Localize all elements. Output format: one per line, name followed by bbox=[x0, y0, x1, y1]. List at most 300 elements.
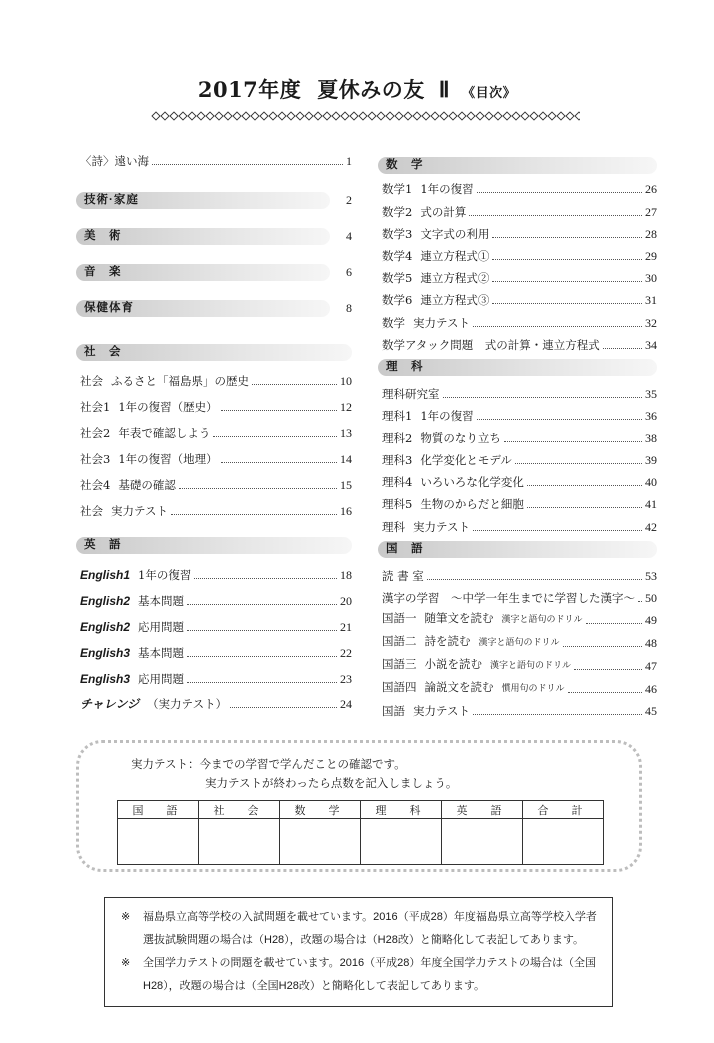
toc-entry-number: 数学6 bbox=[382, 293, 413, 307]
toc-entry-title bbox=[382, 336, 600, 354]
toc-entry-drill: 漢字と語句のドリル bbox=[501, 615, 583, 625]
toc-entry bbox=[80, 592, 352, 610]
toc-entry-number: 社会4 bbox=[80, 478, 111, 492]
page-number: 15 bbox=[340, 478, 352, 492]
diamond-ornament bbox=[197, 112, 205, 120]
diamond-ornament bbox=[251, 112, 259, 120]
dot-leader bbox=[473, 713, 642, 715]
page-number: 13 bbox=[340, 426, 352, 440]
toc-entry-text: 連立方程式① bbox=[420, 249, 490, 263]
toc-entry bbox=[80, 424, 352, 442]
notes-box bbox=[104, 897, 613, 1007]
toc-entry-text: 生物のからだと細胞 bbox=[420, 497, 524, 511]
dot-leader bbox=[179, 487, 337, 489]
dot-leader bbox=[230, 706, 337, 708]
diamond-ornament bbox=[188, 112, 196, 120]
toc-entry bbox=[382, 225, 657, 243]
toc-entry-number: 国語一 bbox=[382, 611, 417, 625]
score-col-shakai: 社 会 bbox=[199, 801, 280, 819]
toc-entry-title bbox=[80, 644, 184, 662]
section-label: 保健体育 bbox=[84, 302, 134, 314]
toc-entry-text: いろいろな化学変化 bbox=[420, 475, 524, 489]
toc-entry-unit: チャレンジ bbox=[80, 697, 140, 711]
toc-entry-drill: 漢字と語句のドリル bbox=[478, 638, 560, 648]
diamond-ornament bbox=[575, 112, 580, 120]
section-bar bbox=[76, 300, 330, 317]
toc-entry bbox=[80, 644, 352, 662]
page-number: 39 bbox=[645, 453, 657, 467]
dot-leader bbox=[473, 325, 642, 327]
toc-entry bbox=[382, 203, 657, 221]
page-number: 28 bbox=[645, 227, 657, 241]
page-number: 2 bbox=[346, 193, 352, 207]
page-number: 24 bbox=[340, 697, 352, 711]
toc-entry bbox=[382, 407, 657, 425]
section-label: 数 学 bbox=[386, 159, 424, 171]
toc-entry bbox=[80, 372, 352, 390]
toc-entry-title bbox=[382, 269, 489, 287]
toc-entry-number: 国語 bbox=[382, 704, 405, 718]
page-number: 50 bbox=[645, 591, 657, 605]
dot-leader bbox=[187, 629, 337, 631]
score-instructions-line1: 実力テスト：今までの学習で学んだことの確認です。 bbox=[131, 757, 406, 771]
toc-entry-text: 小説を読む bbox=[424, 657, 482, 671]
page-number: 49 bbox=[645, 613, 657, 627]
toc-entry-number: 理科2 bbox=[382, 431, 413, 445]
page-number: 4 bbox=[346, 229, 352, 243]
toc-entry-text: 随筆文を読む bbox=[424, 611, 494, 625]
diamond-ornament bbox=[539, 112, 547, 120]
diamond-ornament bbox=[395, 112, 403, 120]
dot-leader bbox=[574, 668, 642, 670]
diamond-ornament bbox=[224, 112, 232, 120]
toc-entry-text: 式の計算 bbox=[420, 205, 467, 219]
diamond-ornament bbox=[467, 112, 475, 120]
toc-entry bbox=[80, 398, 352, 416]
dot-leader bbox=[527, 484, 642, 486]
dot-leader bbox=[515, 462, 642, 464]
toc-entry-number: 理科1 bbox=[382, 409, 413, 423]
toc-entry-text: 応用問題 bbox=[138, 620, 185, 634]
dot-leader bbox=[477, 191, 642, 193]
dot-leader bbox=[563, 645, 642, 647]
toc-entry-title bbox=[80, 566, 191, 584]
page-number: 21 bbox=[340, 620, 352, 634]
page-number: 41 bbox=[645, 497, 657, 511]
score-cell-rika[interactable] bbox=[361, 819, 442, 865]
page-number: 30 bbox=[645, 271, 657, 285]
dot-leader bbox=[638, 600, 642, 602]
toc-entry-title bbox=[382, 291, 489, 309]
toc-entry-text: 基本問題 bbox=[138, 594, 185, 608]
toc-entry-text: 読 書 室 bbox=[382, 569, 424, 583]
page-number: 48 bbox=[645, 636, 657, 650]
title-year: 2017年度 bbox=[197, 77, 302, 102]
dot-leader bbox=[568, 691, 642, 693]
toc-entry-title bbox=[80, 476, 176, 494]
score-col-sugaku: 数 学 bbox=[280, 801, 361, 819]
score-col-total: 合 計 bbox=[523, 801, 604, 819]
toc-entry-text: 1年の復習（歴史） bbox=[118, 400, 218, 414]
diamond-ornament bbox=[233, 112, 241, 120]
toc-entry-number: 数学5 bbox=[382, 271, 413, 285]
toc-entry-text: 〈詩〉遠い海 bbox=[80, 154, 149, 168]
toc-entry-number: 数学4 bbox=[382, 249, 413, 263]
toc-entry bbox=[382, 269, 657, 287]
note-item bbox=[121, 906, 598, 952]
toc-entry-title bbox=[80, 670, 184, 688]
toc-entry-text: 実力テスト bbox=[111, 504, 169, 518]
toc-entry-text: 連立方程式② bbox=[420, 271, 490, 285]
section-entry bbox=[76, 264, 352, 281]
toc-entry bbox=[80, 566, 352, 584]
toc-entry-title bbox=[382, 180, 474, 198]
section-label: 国 語 bbox=[386, 543, 424, 555]
toc-entry bbox=[382, 680, 657, 698]
score-cell-eigo[interactable] bbox=[442, 819, 523, 865]
toc-entry-title bbox=[80, 592, 184, 610]
score-cell-total[interactable] bbox=[523, 819, 604, 865]
dot-leader bbox=[586, 622, 642, 624]
page-number: 22 bbox=[340, 646, 352, 660]
toc-entry bbox=[80, 450, 352, 468]
dot-leader bbox=[477, 418, 642, 420]
toc-entry-title bbox=[80, 695, 227, 713]
toc-entry-title bbox=[382, 225, 489, 243]
dot-leader bbox=[603, 347, 642, 349]
toc-entry-title bbox=[382, 429, 501, 447]
dot-leader bbox=[221, 409, 337, 411]
diamond-ornament bbox=[368, 112, 376, 120]
toc-entry-text: 実力テスト bbox=[413, 520, 471, 534]
section-bar bbox=[76, 264, 330, 281]
section-entry bbox=[76, 228, 352, 245]
dot-leader bbox=[187, 603, 337, 605]
toc-entry-title bbox=[80, 424, 210, 442]
toc-entry bbox=[382, 473, 657, 491]
page-header bbox=[0, 74, 714, 104]
dot-leader bbox=[492, 280, 642, 282]
diamond-ornament bbox=[305, 112, 313, 120]
score-cell-shakai[interactable] bbox=[199, 819, 280, 865]
page-number: 53 bbox=[645, 569, 657, 583]
toc-entry bbox=[382, 180, 657, 198]
toc-entry-title bbox=[382, 655, 571, 675]
diamond-ornament bbox=[530, 112, 538, 120]
toc-entry-text: 基本問題 bbox=[138, 646, 185, 660]
diamond-ornament bbox=[323, 112, 331, 120]
page-number: 35 bbox=[645, 387, 657, 401]
diamond-ornament bbox=[440, 112, 448, 120]
section-entry bbox=[76, 300, 352, 317]
toc-entry-number: 数学 bbox=[382, 316, 405, 330]
toc-entry bbox=[382, 495, 657, 513]
toc-entry bbox=[382, 518, 657, 536]
page-number: 40 bbox=[645, 475, 657, 489]
toc-entry-text: 論説文を読む bbox=[424, 680, 494, 694]
toc-entry-title bbox=[80, 450, 218, 468]
toc-entry-title bbox=[382, 247, 489, 265]
section-label: 音 楽 bbox=[84, 266, 122, 278]
toc-entry-number: 理科3 bbox=[382, 453, 413, 467]
diamond-ornament bbox=[494, 112, 502, 120]
toc-entry bbox=[80, 695, 352, 713]
page-number: 46 bbox=[645, 682, 657, 696]
toc-entry-unit: English2 bbox=[80, 620, 131, 634]
toc-entry bbox=[80, 152, 352, 170]
diamond-divider bbox=[148, 109, 580, 123]
section-header bbox=[378, 359, 657, 376]
score-col-kokugo: 国 語 bbox=[118, 801, 199, 819]
dot-leader bbox=[443, 396, 643, 398]
toc-entry-drill: 漢字と語句のドリル bbox=[490, 661, 572, 671]
title-subtitle: 《目次》 bbox=[462, 86, 517, 101]
diamond-ornament bbox=[332, 112, 340, 120]
toc-entry bbox=[382, 429, 657, 447]
toc-entry-text: 年表で確認しよう bbox=[118, 426, 211, 440]
page-number: 27 bbox=[645, 205, 657, 219]
toc-entry bbox=[382, 611, 657, 629]
score-table bbox=[117, 800, 604, 865]
toc-entry-text: 1年の復習 bbox=[138, 568, 192, 582]
page-number: 16 bbox=[340, 504, 352, 518]
dot-leader bbox=[252, 383, 337, 385]
toc-entry-title bbox=[382, 609, 583, 629]
diamond-ornament bbox=[557, 112, 565, 120]
toc-entry-text: 漢字の学習 ～中学一年生までに学習した漢字～ bbox=[382, 591, 635, 605]
toc-entry-number: 国語二 bbox=[382, 634, 417, 648]
score-cell-sugaku[interactable] bbox=[280, 819, 361, 865]
toc-entry-title bbox=[382, 451, 512, 469]
dot-leader bbox=[427, 578, 642, 580]
toc-entry-title bbox=[382, 678, 565, 698]
diamond-ornament bbox=[215, 112, 223, 120]
section-header bbox=[76, 344, 352, 361]
dot-leader bbox=[492, 302, 642, 304]
toc-entry-title bbox=[80, 152, 149, 170]
toc-entry-text: 1年の復習 bbox=[420, 182, 474, 196]
diamond-ornament bbox=[341, 112, 349, 120]
toc-entry bbox=[80, 670, 352, 688]
diamond-ornament bbox=[458, 112, 466, 120]
dot-leader bbox=[187, 655, 337, 657]
diamond-ornament bbox=[242, 112, 250, 120]
toc-entry-number: 国語三 bbox=[382, 657, 417, 671]
toc-entry bbox=[80, 502, 352, 520]
diamond-ornament bbox=[476, 112, 484, 120]
toc-entry-number: 数学2 bbox=[382, 205, 413, 219]
diamond-ornament bbox=[404, 112, 412, 120]
page-number: 47 bbox=[645, 659, 657, 673]
toc-entry-drill: 慣用句のドリル bbox=[501, 684, 565, 694]
dot-leader bbox=[187, 681, 337, 683]
toc-entry-title bbox=[382, 589, 635, 607]
toc-entry-unit: English2 bbox=[80, 594, 131, 608]
page-number: 23 bbox=[340, 672, 352, 686]
diamond-ornament bbox=[548, 112, 556, 120]
diamond-ornament bbox=[521, 112, 529, 120]
toc-entry-number: 社会 bbox=[80, 374, 103, 388]
toc-entry-number: 国語四 bbox=[382, 680, 417, 694]
section-label: 美 術 bbox=[84, 230, 122, 242]
title-main: 夏休みの友 bbox=[317, 77, 425, 102]
diamond-ornament bbox=[485, 112, 493, 120]
toc-entry-unit: English3 bbox=[80, 672, 131, 686]
toc-entry bbox=[80, 618, 352, 636]
toc-entry bbox=[382, 589, 657, 607]
page-title bbox=[198, 77, 516, 102]
toc-entry-title bbox=[382, 314, 470, 332]
toc-entry bbox=[382, 291, 657, 309]
dot-leader bbox=[504, 440, 642, 442]
toc-entry-number: 社会1 bbox=[80, 400, 111, 414]
score-cell-kokugo[interactable] bbox=[118, 819, 199, 865]
toc-entry bbox=[382, 634, 657, 652]
note-text: 福島県立高等学校の入試問題を載せています。2016（平成28）年度福島県立高等学校入学者選抜試験問題の場合は（H28），改題の場合は（H28改）と簡略化して表記してあります。 bbox=[143, 911, 597, 946]
diamond-ornament bbox=[350, 112, 358, 120]
score-instructions-line2: 実力テストが終わったら点数を記入しましょう。 bbox=[205, 776, 458, 790]
page-number: 38 bbox=[645, 431, 657, 445]
toc-entry-text: 応用問題 bbox=[138, 672, 185, 686]
toc-entry bbox=[382, 567, 657, 585]
dot-leader bbox=[492, 236, 642, 238]
toc-entry-title bbox=[80, 502, 168, 520]
diamond-ornament bbox=[422, 112, 430, 120]
dot-leader bbox=[152, 163, 343, 165]
toc-entry bbox=[382, 314, 657, 332]
dot-leader bbox=[527, 506, 642, 508]
page-number: 45 bbox=[645, 704, 657, 718]
toc-entry-text: 実力テスト bbox=[413, 704, 471, 718]
dot-leader bbox=[492, 258, 642, 260]
toc-entry-text: 1年の復習（地理） bbox=[118, 452, 218, 466]
toc-entry-text: 1年の復習 bbox=[420, 409, 474, 423]
dot-leader bbox=[194, 577, 337, 579]
toc-entry-title bbox=[382, 407, 474, 425]
page-number: 36 bbox=[645, 409, 657, 423]
toc-entry-text: （実力テスト） bbox=[147, 697, 228, 711]
toc-entry-title bbox=[382, 567, 424, 585]
page-number: 31 bbox=[645, 293, 657, 307]
section-label: 技術·家庭 bbox=[84, 194, 139, 206]
page-number: 14 bbox=[340, 452, 352, 466]
toc-entry-title bbox=[382, 203, 466, 221]
dot-leader bbox=[473, 529, 642, 531]
toc-entry-title bbox=[382, 385, 440, 403]
diamond-ornament bbox=[179, 112, 187, 120]
section-label: 社 会 bbox=[84, 346, 122, 358]
toc-entry bbox=[382, 702, 657, 720]
diamond-ornament bbox=[449, 112, 457, 120]
toc-entry-number: 社会3 bbox=[80, 452, 111, 466]
page-number: 8 bbox=[346, 301, 352, 315]
score-table-row bbox=[118, 819, 604, 865]
toc-entry-number: 理科4 bbox=[382, 475, 413, 489]
toc-entry bbox=[382, 657, 657, 675]
section-header bbox=[378, 157, 657, 174]
toc-entry-title bbox=[80, 618, 184, 636]
section-label: 英 語 bbox=[84, 539, 122, 551]
toc-entry-title bbox=[382, 702, 470, 720]
diamond-ornament bbox=[152, 112, 160, 120]
toc-entry-text: ふるさと「福島県」の歴史 bbox=[111, 374, 249, 388]
toc-entry-unit: English1 bbox=[80, 568, 131, 582]
diamond-ornament bbox=[359, 112, 367, 120]
diamond-ornament bbox=[512, 112, 520, 120]
toc-entry-text: 文字式の利用 bbox=[420, 227, 490, 241]
toc-entry-title bbox=[382, 473, 524, 491]
diamond-ornament bbox=[566, 112, 574, 120]
note-mark: ※ bbox=[121, 911, 131, 923]
toc-entry-number: 理科 bbox=[382, 520, 405, 534]
diamond-ornament bbox=[377, 112, 385, 120]
toc-entry-title bbox=[382, 632, 560, 652]
toc-entry-text: 実力テスト bbox=[413, 316, 471, 330]
diamond-ornament bbox=[287, 112, 295, 120]
diamond-ornament bbox=[386, 112, 394, 120]
diamond-ornament bbox=[260, 112, 268, 120]
page-number: 29 bbox=[645, 249, 657, 263]
note-mark: ※ bbox=[121, 957, 131, 969]
toc-entry-title bbox=[382, 518, 470, 536]
diamond-ornament bbox=[296, 112, 304, 120]
page-number: 26 bbox=[645, 182, 657, 196]
page-number: 10 bbox=[340, 374, 352, 388]
toc-entry-text: 基礎の確認 bbox=[118, 478, 176, 492]
toc-entry-number: 社会 bbox=[80, 504, 103, 518]
page-number: 42 bbox=[645, 520, 657, 534]
dot-leader bbox=[171, 513, 337, 515]
toc-entry-number: 数学3 bbox=[382, 227, 413, 241]
title-volume: Ⅱ bbox=[438, 77, 451, 102]
diamond-ornament bbox=[503, 112, 511, 120]
dot-leader bbox=[469, 214, 642, 216]
section-bar bbox=[76, 192, 330, 209]
toc-entry-number: 理科5 bbox=[382, 497, 413, 511]
toc-entry-text: 数学アタック問題 式の計算・連立方程式 bbox=[382, 338, 600, 352]
section-label: 理 科 bbox=[386, 361, 424, 373]
diamond-ornament bbox=[161, 112, 169, 120]
page-number: 32 bbox=[645, 316, 657, 330]
toc-entry bbox=[382, 247, 657, 265]
diamond-ornament bbox=[206, 112, 214, 120]
toc-entry-number: 数学1 bbox=[382, 182, 413, 196]
section-entry bbox=[76, 192, 352, 209]
page-number: 6 bbox=[346, 265, 352, 279]
toc-entry bbox=[382, 336, 657, 354]
toc-entry-text: 化学変化とモデル bbox=[420, 453, 512, 467]
diamond-ornament bbox=[269, 112, 277, 120]
section-header bbox=[378, 541, 657, 558]
page-number: 18 bbox=[340, 568, 352, 582]
toc-entry-text: 理科研究室 bbox=[382, 387, 440, 401]
toc-entry-text: 詩を読む bbox=[424, 634, 471, 648]
toc-entry-text: 連立方程式③ bbox=[420, 293, 490, 307]
dot-leader bbox=[221, 461, 337, 463]
section-header bbox=[76, 537, 352, 554]
toc-entry-number: 社会2 bbox=[80, 426, 111, 440]
toc-entry bbox=[382, 385, 657, 403]
toc-entry-title bbox=[80, 372, 249, 390]
toc-entry bbox=[382, 451, 657, 469]
page-number: 34 bbox=[645, 338, 657, 352]
toc-entry-text: 物質のなり立ち bbox=[420, 431, 501, 445]
diamond-ornament bbox=[431, 112, 439, 120]
toc-entry-unit: English3 bbox=[80, 646, 131, 660]
diamond-ornament bbox=[314, 112, 322, 120]
score-col-eigo: 英 語 bbox=[442, 801, 523, 819]
page-number: 12 bbox=[340, 400, 352, 414]
